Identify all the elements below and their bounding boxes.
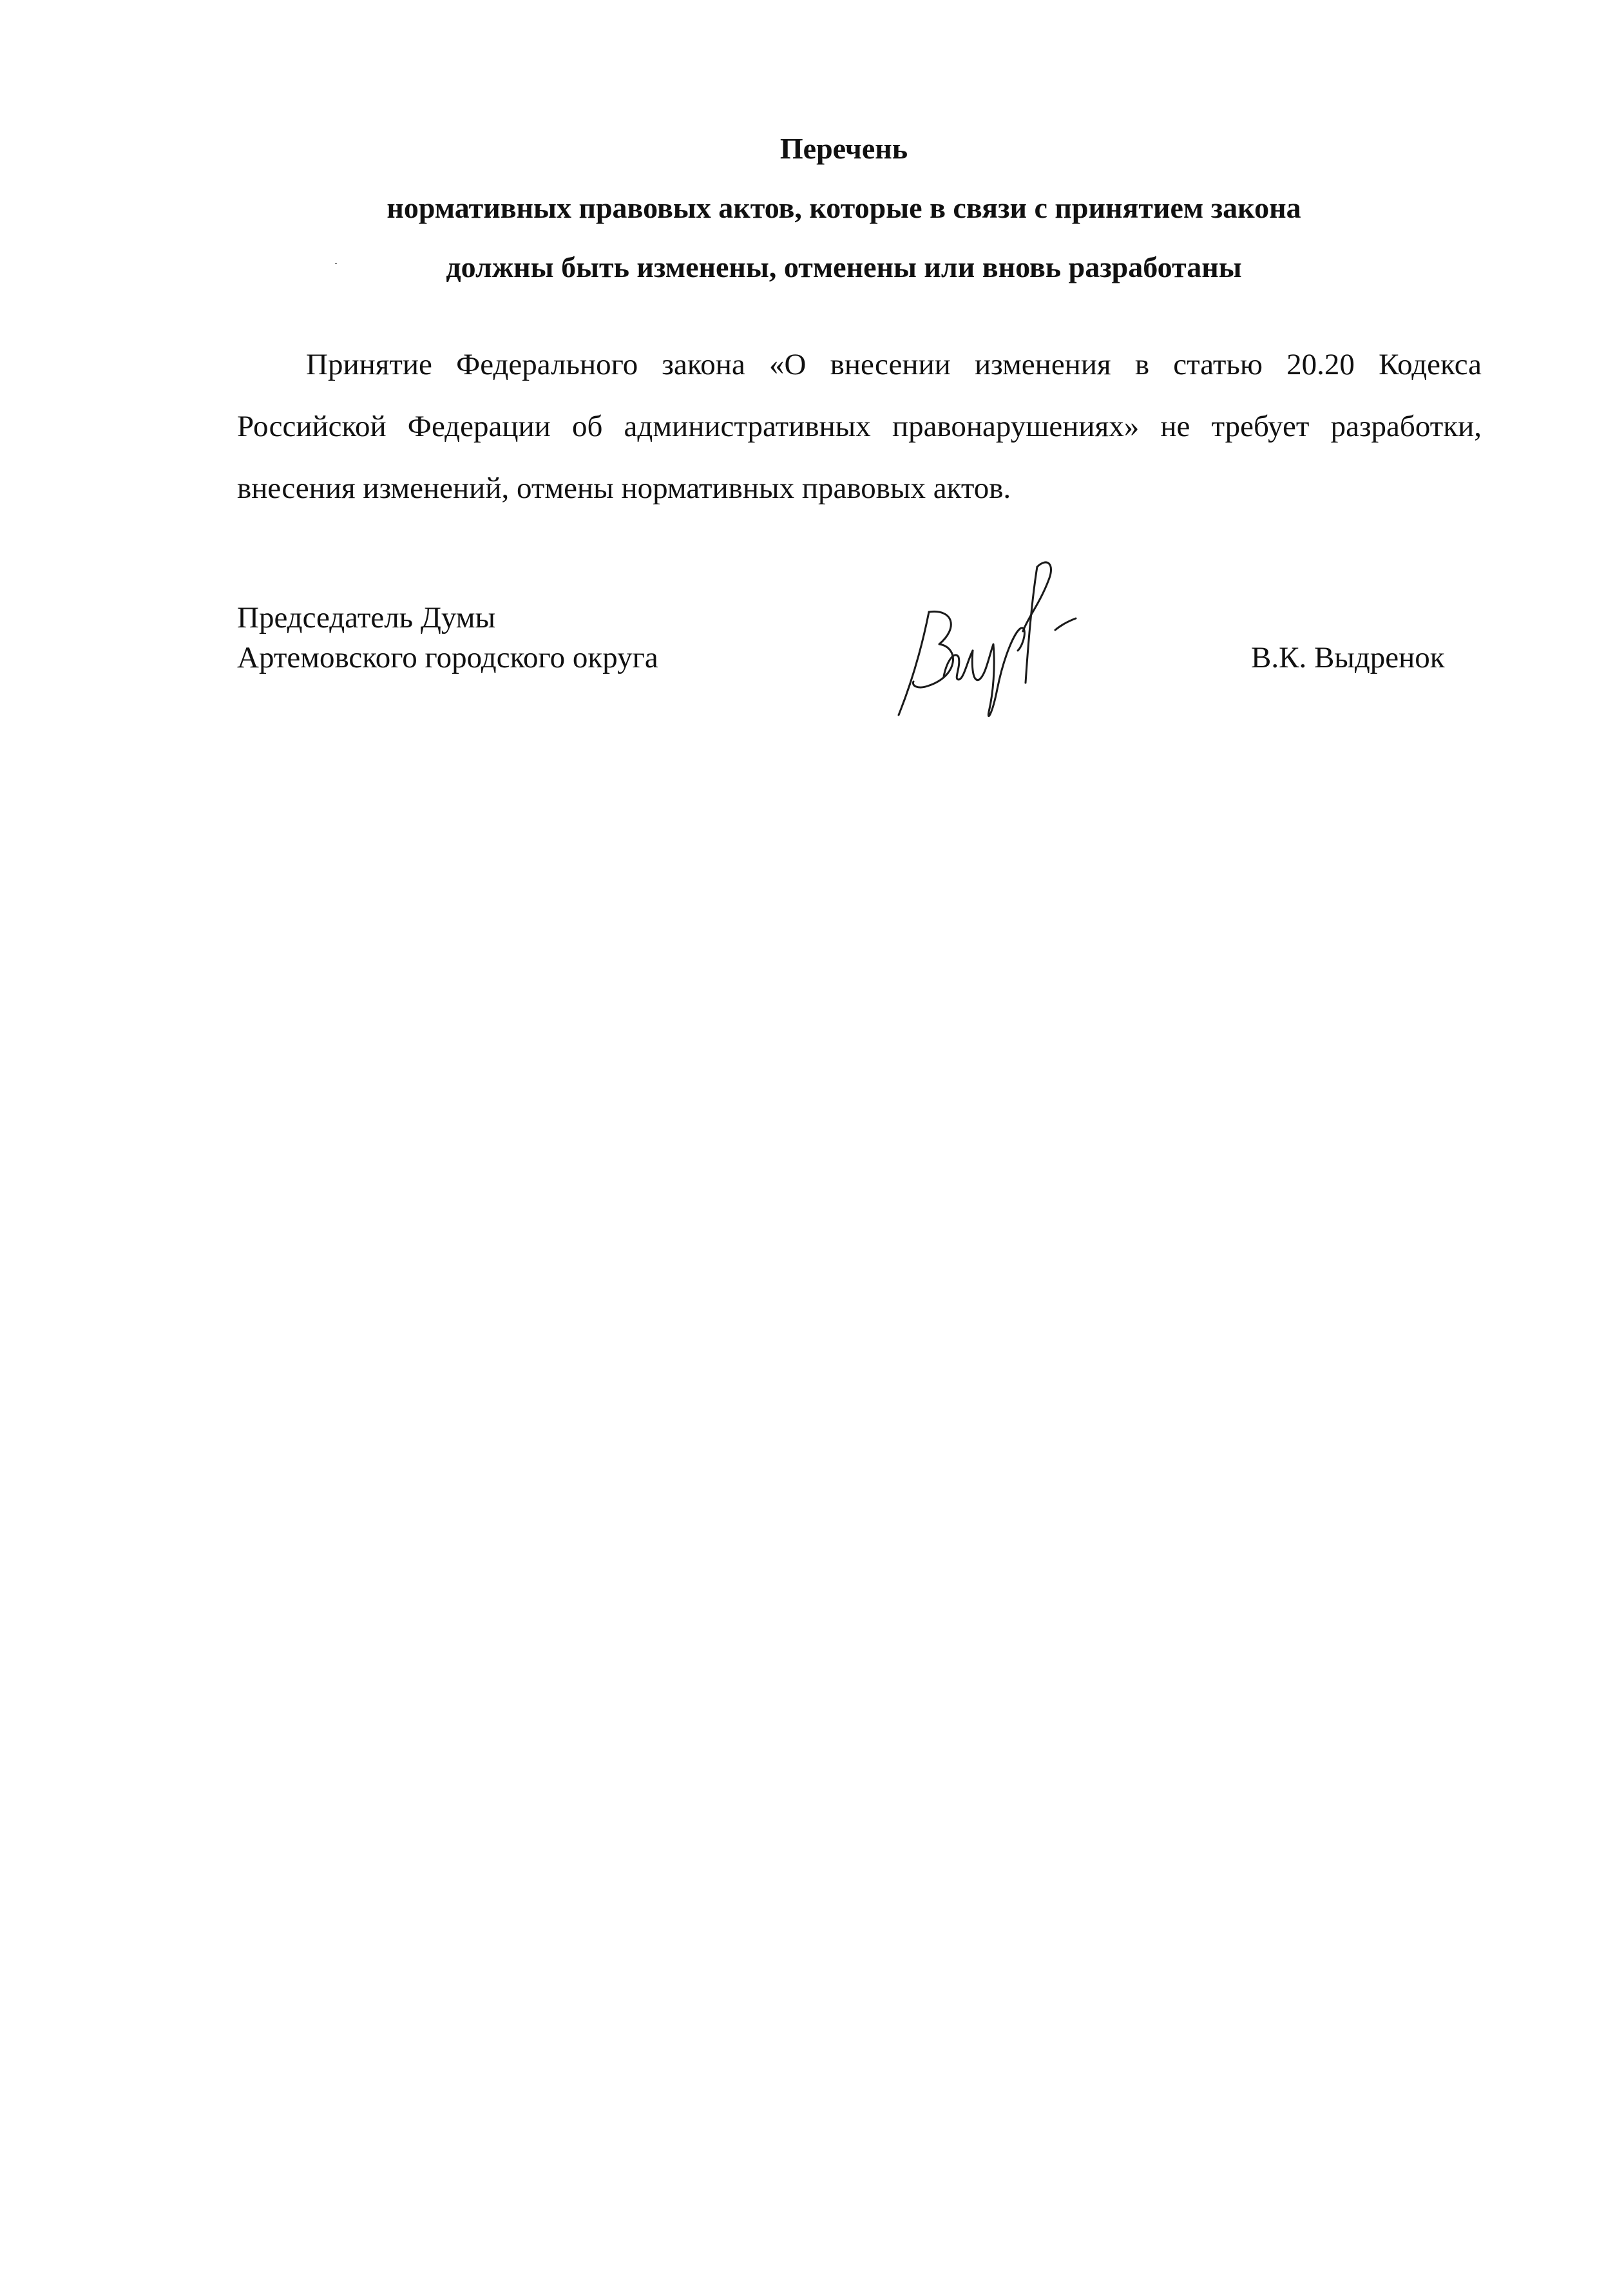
- signer-name: В.К. Выдренок: [1251, 641, 1445, 674]
- scan-speck: [335, 263, 337, 264]
- document-title: [232, 119, 1456, 297]
- body-paragraph: Принятие Федерального закона «О внесении изменения в статью 20.20 Кодекса Российской Федерации об административных правонарушениях» не требует разработки, внесения изменений, отмены нормативных правовых актов.: [237, 348, 1482, 505]
- title-line-2: нормативных правовых актов, которые в связи с принятием закона: [387, 191, 1301, 224]
- signer-position: [237, 598, 658, 678]
- title-line-3: должны быть изменены, отменены или вновь разработаны: [446, 251, 1242, 283]
- title-line-1: Перечень: [779, 132, 908, 165]
- handwritten-signature: [883, 554, 1114, 734]
- body-text: [237, 334, 1482, 519]
- signer-position-line-1: Председатель Думы: [237, 601, 496, 634]
- signer-position-line-2: Артемовского городского округа: [237, 641, 658, 674]
